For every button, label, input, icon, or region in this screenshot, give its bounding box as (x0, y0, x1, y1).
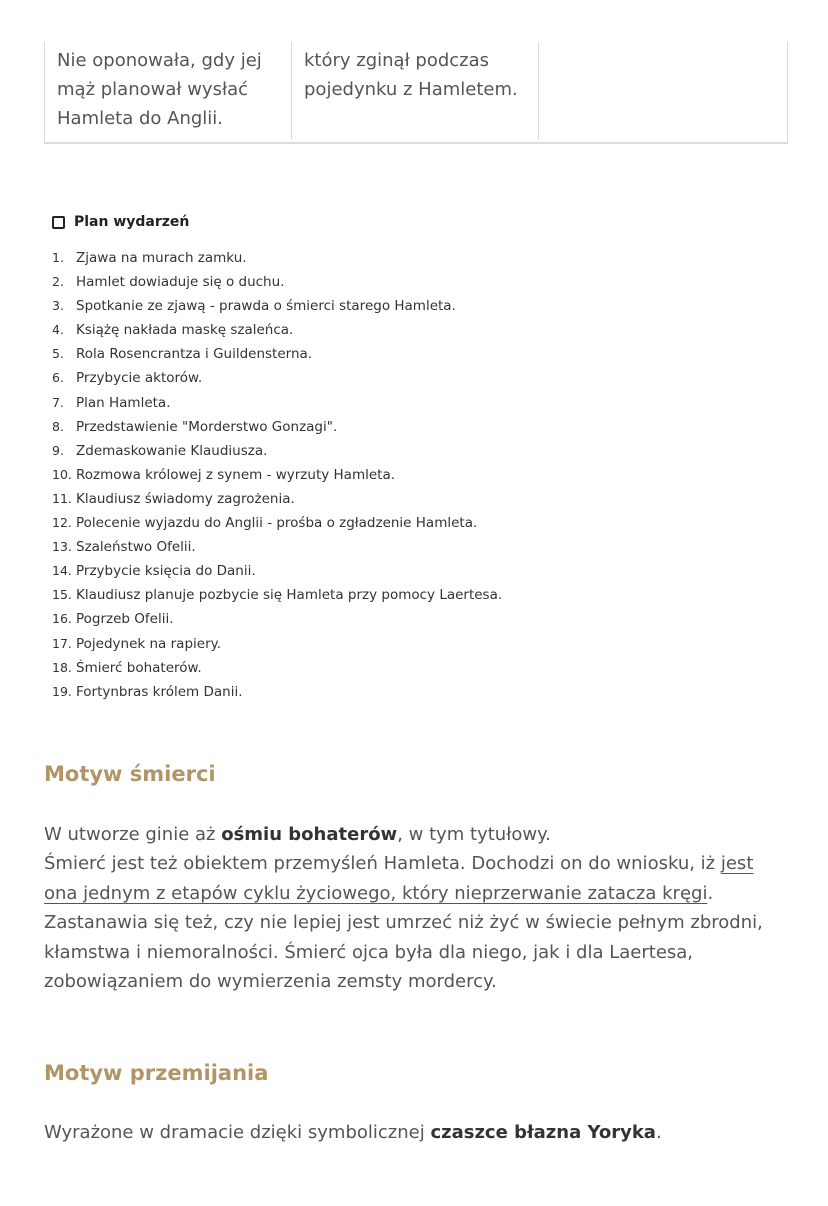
list-item-number: 9. (52, 442, 64, 458)
list-item-number: 13. (52, 539, 72, 555)
plan-title: Plan wydarzeń (74, 214, 190, 230)
list-item (52, 487, 752, 511)
table-cell: który zginął podczas pojedynku z Hamletem. (292, 42, 539, 139)
paragraph-transience (44, 1118, 784, 1148)
list-item-text: Przybycie aktorów. (76, 370, 203, 387)
list-item (52, 656, 752, 680)
list-item (52, 511, 752, 535)
table-cell: Nie oponowała, gdy jej mąż planował wysłać Hamleta do Anglii. (45, 42, 292, 139)
list-item-text: Zjawa na murach zamku. (76, 250, 247, 266)
list-item (52, 583, 752, 607)
list-item-text: Spotkanie ze zjawą - prawda o śmierci starego Hamleta. (76, 298, 456, 315)
list-item-text: Zdemaskowanie Klaudiusza. (76, 442, 268, 459)
list-item-number: 1. (52, 250, 64, 265)
list-item (52, 342, 752, 366)
paragraph-text: . Zastanawia się też, czy nie lepiej jest umrzeć niż żyć w świecie pełnym zbrodni, kłamstwa i niemoralności. Śmierć ojca była dla niego, jak i dla Laertesa, zobowiązaniem do wymierzenia zemsty mordercy. (44, 882, 763, 992)
plan-list (52, 246, 752, 704)
list-item-text: Hamlet dowiaduje się o duchu. (76, 274, 285, 291)
table-fragment (44, 42, 788, 144)
checkbox-icon[interactable] (52, 216, 65, 229)
paragraph-text: Wyrażone w dramacie dzięki symbolicznej (44, 1122, 431, 1143)
list-item-number: 6. (52, 370, 64, 386)
plan-header[interactable] (52, 212, 752, 232)
list-item-number: 11. (52, 490, 72, 506)
list-item-text: Rola Rosencrantza i Guildensterna. (76, 346, 313, 363)
list-item-number: 16. (52, 611, 72, 627)
list-item (52, 607, 752, 631)
list-item-text: Przybycie księcia do Danii. (76, 563, 256, 580)
list-item-number: 8. (52, 418, 64, 434)
list-item (52, 632, 752, 656)
section-heading-transience: Motyw przemijania (44, 1061, 269, 1085)
paragraph-text: . (655, 1122, 662, 1143)
list-item (52, 680, 752, 704)
list-item-number: 5. (52, 346, 64, 362)
list-item-number: 4. (52, 322, 64, 338)
list-item-number: 7. (52, 394, 64, 410)
list-item-number: 15. (52, 587, 72, 603)
list-item (52, 246, 752, 270)
list-item (52, 270, 752, 294)
list-item-text: Polecenie wyjazdu do Anglii - prośba o zgładzenie Hamleta. (76, 515, 478, 532)
list-item-number: 14. (52, 563, 72, 579)
paragraph-death-intro (44, 820, 784, 850)
list-item (52, 391, 752, 415)
list-item-text: Klaudiusz planuje pozbycie się Hamleta przy pomocy Laertesa. (76, 587, 503, 604)
list-item-text: Klaudiusz świadomy zagrożenia. (76, 490, 295, 507)
list-item (52, 463, 752, 487)
list-item-number: 10. (52, 466, 72, 482)
list-item-text: Fortynbras królem Danii. (76, 683, 243, 700)
list-item-text: Rozmowa królowej z synem - wyrzuty Hamleta. (76, 466, 396, 483)
paragraph-text: , w tym tytułowy. (397, 824, 551, 845)
list-item-number: 17. (52, 635, 72, 651)
plan-checklist (52, 212, 752, 704)
list-item-number: 19. (52, 683, 72, 699)
list-item-text: Przedstawienie "Morderstwo Gonzagi". (76, 418, 338, 435)
list-item-text: Książę nakłada maskę szaleńca. (76, 322, 294, 339)
list-item-text: Pogrzeb Ofelii. (76, 611, 174, 628)
list-item-text: Pojedynek na rapiery. (76, 635, 221, 652)
paragraph-text: W utworze ginie aż (44, 824, 222, 845)
list-item-number: 18. (52, 659, 72, 675)
table-cell (539, 42, 787, 139)
list-item (52, 366, 752, 390)
bold-phrase: ośmiu bohaterów (221, 824, 398, 845)
list-item (52, 294, 752, 318)
list-item-number: 3. (52, 298, 64, 314)
list-item (52, 318, 752, 342)
list-item (52, 439, 752, 463)
list-item-number: 12. (52, 515, 72, 531)
bold-phrase: czaszce błazna Yoryka (430, 1122, 656, 1143)
paragraph-death-body (44, 849, 784, 997)
list-item (52, 415, 752, 439)
section-heading-death: Motyw śmierci (44, 762, 216, 786)
list-item-text: Szaleństwo Ofelii. (76, 539, 196, 556)
list-item-text: Śmierć bohaterów. (76, 659, 202, 676)
list-item (52, 535, 752, 559)
underlined-phrase: jest ona jednym z etapów cyklu życiowego, który nieprzerwanie zatacza kręgi (44, 853, 754, 904)
list-item (52, 559, 752, 583)
list-item-number: 2. (52, 274, 64, 290)
list-item-text: Plan Hamleta. (76, 394, 171, 411)
paragraph-text: Śmierć jest też obiektem przemyśleń Hamleta. Dochodzi on do wniosku, iż (44, 853, 721, 874)
